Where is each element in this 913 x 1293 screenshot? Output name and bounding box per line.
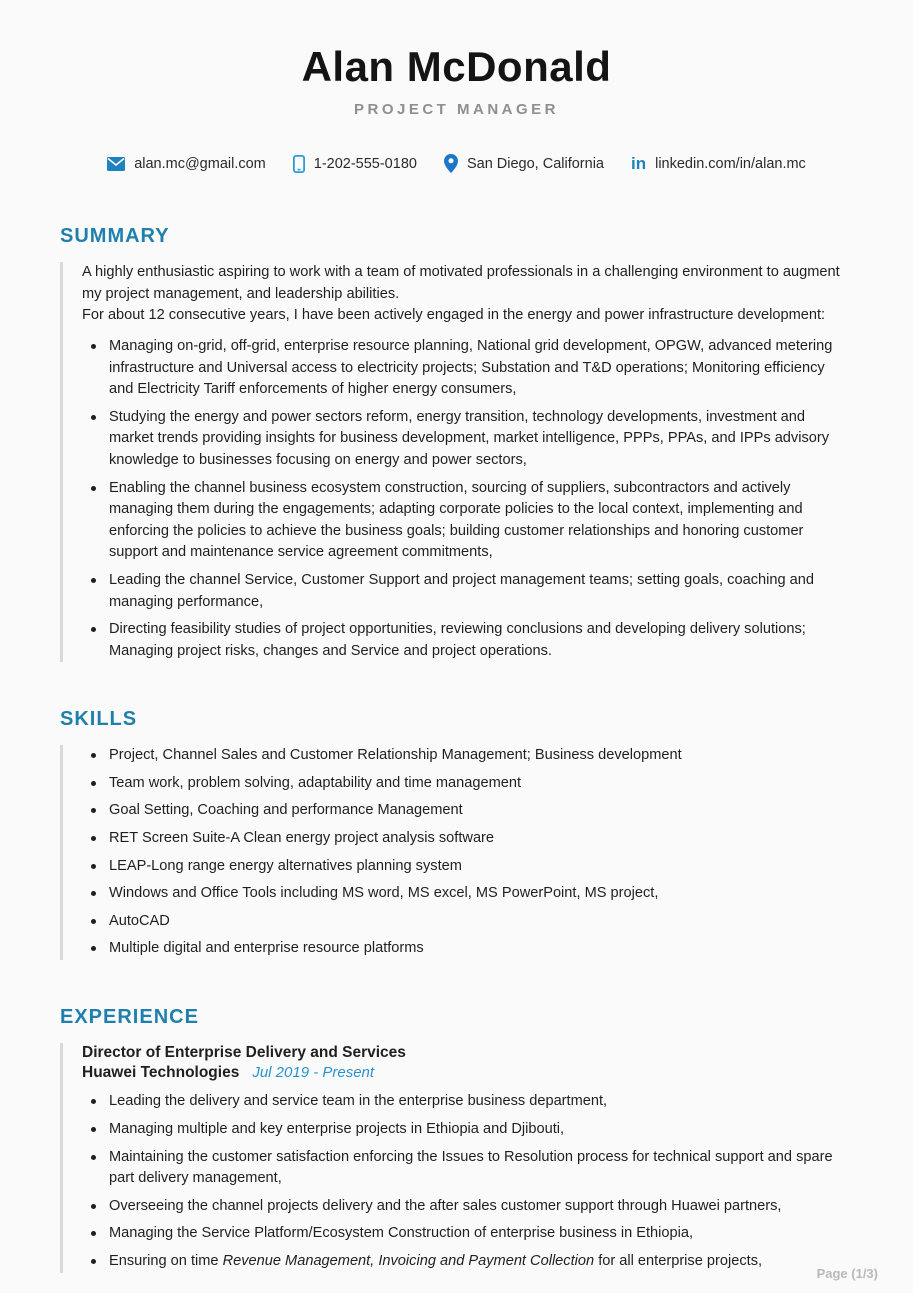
skill-item: Team work, problem solving, adaptability and time management [82, 773, 853, 795]
summary-bullet: Leading the channel Service, Customer Support and project management teams; setting goals, coaching and managing performance, [82, 570, 853, 613]
location-item [444, 154, 604, 173]
summary-bullet-list [82, 336, 853, 662]
page-indicator: Page (1/3) [816, 1266, 878, 1281]
summary-bullet: Managing on-grid, off-grid, enterprise resource planning, National grid development, OPGW, advanced metering infrastructure and Universal access to electricity projects; Substation and T&D operations; Monitoring efficiency and Electricity Tariff enforcements of higher energy consumers, [82, 336, 853, 401]
candidate-title: PROJECT MANAGER [353, 101, 559, 119]
email-text: alan.mc@gmail.com [134, 155, 266, 172]
summary-heading: SUMMARY [60, 225, 170, 248]
summary-intro [82, 262, 853, 327]
summary-intro-line-1: A highly enthusiastic aspiring to work with a team of motivated professionals in a challenging environment to augment my project management, and leadership abilities. [82, 264, 840, 302]
phone-link[interactable] [293, 155, 417, 173]
summary-bullet: Enabling the channel business ecosystem construction, sourcing of suppliers, subcontractors and actively managing them during the engagements; adapting corporate policies to the local context, implementing and enforcing the policies to achieve the business goals; building customer relationships and honoring customer support and maintenance service agreement commitments, [82, 478, 853, 564]
skills-list [82, 745, 853, 960]
summary-bullet: Studying the energy and power sectors reform, energy transition, technology developments, investment and market trends providing insights for business development, market intelligence, PPPs, PPAs, and IPPs advisory knowledge to businesses focusing on energy and power sectors, [82, 407, 853, 472]
experience-bullet: Managing the Service Platform/Ecosystem Construction of enterprise business in Ethiopia, [82, 1223, 853, 1245]
experience-content [60, 1043, 853, 1273]
job-dates: Jul 2019 - Present [252, 1064, 375, 1082]
skills-content [60, 745, 853, 960]
skill-item: Goal Setting, Coaching and performance Management [82, 800, 853, 822]
summary-intro-line-2: For about 12 consecutive years, I have been actively engaged in the energy and power infrastructure development: [82, 307, 826, 324]
email-icon [107, 157, 125, 171]
phone-icon [293, 155, 305, 173]
linkedin-text: linkedin.com/in/alan.mc [655, 155, 806, 172]
skill-item: Multiple digital and enterprise resource platforms [82, 938, 853, 960]
experience-bullet: Overseeing the channel projects delivery and the after sales customer support through Huawei partners, [82, 1196, 853, 1218]
phone-text: 1-202-555-0180 [313, 155, 417, 172]
job-title: Director of Enterprise Delivery and Services [82, 1044, 406, 1062]
skills-heading: SKILLS [60, 708, 138, 731]
linkedin-icon: in [630, 154, 647, 174]
bullet-text-italic: Revenue Management, Invoicing and Payment Collection [222, 1253, 595, 1270]
experience-bullet-list [82, 1091, 853, 1272]
contact-row [60, 154, 853, 173]
skills-section [60, 708, 853, 960]
skill-item: AutoCAD [82, 911, 853, 933]
summary-content [60, 262, 853, 662]
email-link[interactable] [107, 156, 266, 172]
experience-entry [82, 1043, 853, 1273]
linkedin-link[interactable] [631, 155, 806, 172]
location-pin-icon [444, 154, 458, 173]
experience-bullet: Managing multiple and key enterprise projects in Ethiopia and Djibouti, [82, 1119, 853, 1141]
bullet-text-plain: Ensuring on time [109, 1253, 223, 1270]
company-name: Huawei Technologies [82, 1064, 240, 1082]
experience-bullet: Leading the delivery and service team in the enterprise business department, [82, 1091, 853, 1113]
experience-bullet [82, 1251, 853, 1273]
summary-bullet: Directing feasibility studies of project opportunities, reviewing conclusions and developing delivery solutions; Managing project risks, changes and Service and project operations. [82, 619, 853, 662]
skill-item: LEAP-Long range energy alternatives planning system [82, 856, 853, 878]
experience-heading: EXPERIENCE [60, 1006, 199, 1029]
experience-bullet: Maintaining the customer satisfaction enforcing the Issues to Resolution process for technical support and spare part delivery management, [82, 1147, 853, 1190]
skill-item: RET Screen Suite-A Clean energy project analysis software [82, 828, 853, 850]
location-text: San Diego, California [466, 155, 604, 172]
resume-header [60, 0, 853, 173]
experience-section [60, 1006, 853, 1273]
skill-item: Project, Channel Sales and Customer Relationship Management; Business development [82, 745, 853, 767]
summary-section [60, 225, 853, 662]
job-company-line [82, 1064, 853, 1082]
bullet-text-plain: for all enterprise projects, [594, 1253, 763, 1270]
skill-item: Windows and Office Tools including MS word, MS excel, MS PowerPoint, MS project, [82, 883, 853, 905]
candidate-name: Alan McDonald [301, 43, 612, 90]
